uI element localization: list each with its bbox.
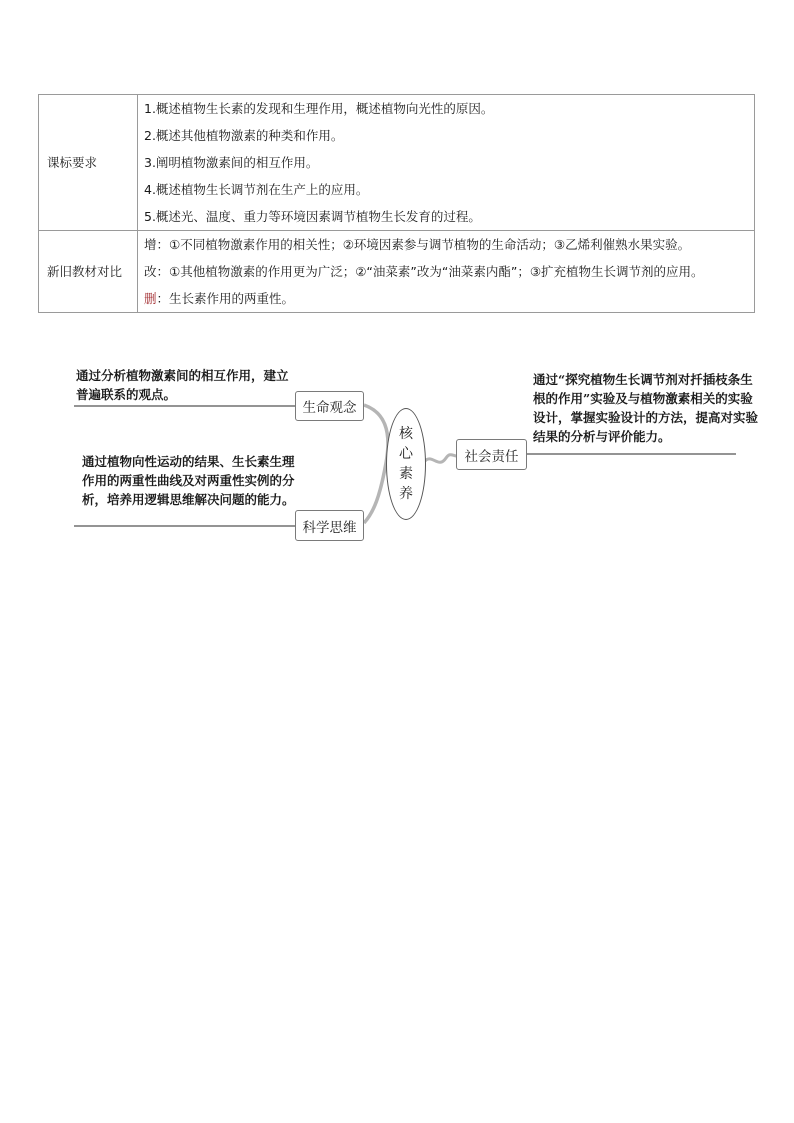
row-label-curriculum: 课标要求 (39, 95, 138, 231)
curriculum-item: 4.概述植物生长调节剂在生产上的应用。 (144, 182, 369, 197)
science-thinking-text: 通过植物向性运动的结果、生长素生理作用的两重性曲线及对两重性实例的分析，培养用逻辑思维解决问题的能力。 (82, 454, 295, 507)
comparison-add: 增：①不同植物激素作用的相关性；②环境因素参与调节植物的生命活动；③乙烯利催熟水果实验。 (144, 237, 691, 252)
delete-text: ：生长素作用的两重性。 (156, 291, 295, 306)
node-life-concept: 生命观念 (295, 391, 364, 421)
social-responsibility-text: 通过“探究植物生长调节剂对扦插枝条生根的作用”实验及与植物激素相关的实验设计，掌握实验设计的方法，提高对实验结果的分析与评价能力。 (533, 372, 759, 444)
row-label-comparison: 新旧教材对比 (39, 231, 138, 313)
core-literacy-node (386, 408, 426, 520)
node-science-thinking: 科学思维 (295, 510, 364, 541)
node-social-responsibility: 社会责任 (456, 439, 527, 470)
curriculum-item: 2.概述其他植物激素的种类和作用。 (144, 128, 344, 143)
curriculum-item: 5.概述光、温度、重力等环境因素调节植物生长发育的过程。 (144, 209, 481, 224)
curriculum-item: 1.概述植物生长素的发现和生理作用，概述植物向光性的原因。 (144, 101, 494, 116)
curriculum-item: 3.阐明植物激素间的相互作用。 (144, 155, 319, 170)
delete-marker: 删 (144, 291, 157, 306)
core-literacy-label: 核心素养 (399, 426, 413, 502)
comparison-change: 改：①其他植物激素的作用更为广泛；②“油菜素”改为“油菜素内酯”；③扩充植物生长调节剂的应用。 (144, 264, 704, 279)
life-concept-text: 通过分析植物激素间的相互作用，建立普遍联系的观点。 (76, 368, 289, 402)
